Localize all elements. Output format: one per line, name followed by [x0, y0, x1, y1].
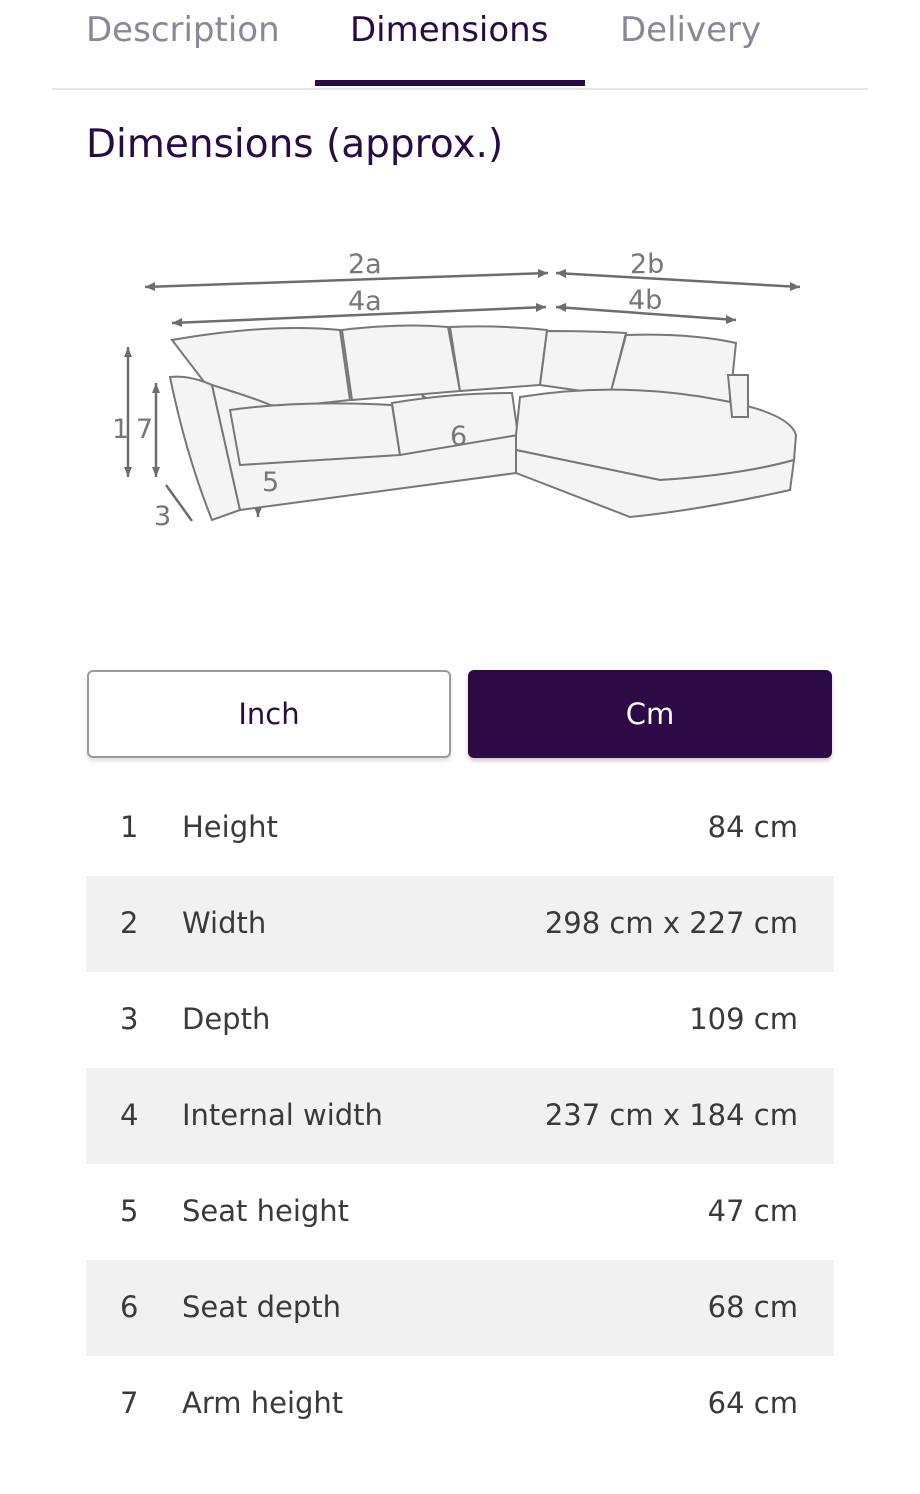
row-value: 298 cm x 227 cm — [544, 906, 798, 940]
label-7: 7 — [136, 414, 154, 445]
label-1: 1 — [112, 414, 130, 445]
table-row — [86, 972, 834, 1068]
table-row — [86, 1068, 834, 1164]
row-number: 4 — [120, 1098, 139, 1132]
row-label: Seat height — [182, 1194, 350, 1228]
row-label: Height — [182, 810, 278, 844]
label-2a: 2a — [348, 249, 382, 280]
row-number: 5 — [120, 1194, 139, 1228]
label-5: 5 — [262, 467, 280, 498]
tab-dimensions[interactable]: Dimensions — [350, 10, 549, 50]
row-value: 64 cm — [707, 1386, 798, 1420]
row-label: Arm height — [182, 1386, 344, 1420]
row-label: Depth — [182, 1002, 271, 1036]
row-number: 6 — [120, 1290, 139, 1324]
label-3: 3 — [154, 501, 172, 532]
row-label: Width — [182, 906, 267, 940]
row-value: 47 cm — [707, 1194, 798, 1228]
table-row — [86, 1356, 834, 1452]
table-row — [86, 1260, 834, 1356]
table-row — [86, 876, 834, 972]
row-value: 109 cm — [689, 1002, 798, 1036]
tab-description[interactable]: Description — [86, 10, 280, 50]
dimensions-table — [86, 780, 834, 1452]
row-number: 7 — [120, 1386, 139, 1420]
cm-button[interactable]: Cm — [468, 670, 832, 758]
tab-delivery[interactable]: Delivery — [620, 10, 762, 50]
row-value: 237 cm x 184 cm — [544, 1098, 798, 1132]
section-title: Dimensions (approx.) — [86, 122, 504, 167]
row-value: 84 cm — [707, 810, 798, 844]
tab-bar — [52, 0, 868, 90]
label-2b: 2b — [630, 249, 665, 280]
active-tab-indicator — [315, 80, 585, 86]
sofa-dimension-diagram — [100, 235, 820, 545]
row-label: Seat depth — [182, 1290, 342, 1324]
row-number: 3 — [120, 1002, 139, 1036]
row-value: 68 cm — [707, 1290, 798, 1324]
row-number: 2 — [120, 906, 139, 940]
row-number: 1 — [120, 810, 139, 844]
table-row — [86, 1164, 834, 1260]
label-6: 6 — [450, 421, 468, 452]
label-4b: 4b — [628, 285, 663, 316]
row-label: Internal width — [182, 1098, 383, 1132]
table-row — [86, 780, 834, 876]
label-4a: 4a — [348, 286, 382, 317]
inch-button[interactable]: Inch — [87, 670, 451, 758]
